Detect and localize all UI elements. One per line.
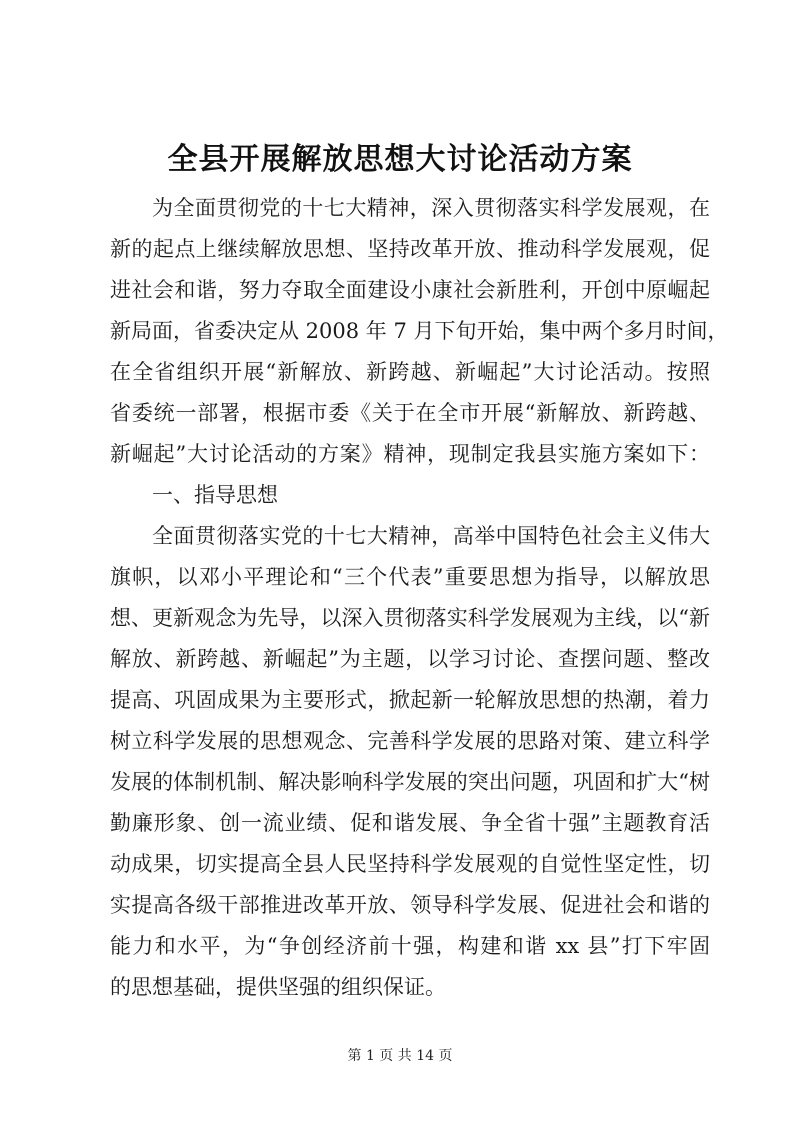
section-heading: 一、指导思想 (152, 483, 278, 507)
paragraph-2-line: 实提高各级干部推进改革开放、领导科学发展、促进社会和谐的 (110, 893, 710, 917)
paragraph-1-line: 在全省组织开展“新解放、新跨越、新崛起”大讨论活动。按照 (110, 360, 710, 384)
paragraph-1-line: 新局面，省委决定从 2008 年 7 月下旬开始，集中两个多月时间， (110, 319, 729, 343)
paragraph-2-line: 的思想基础，提供坚强的组织保证。 (110, 975, 446, 999)
paragraph-1-line: 新的起点上继续解放思想、坚持改革开放、推动科学发展观，促 (110, 237, 710, 261)
page-footer: 第 1 页 共 14 页 (347, 1048, 453, 1064)
paragraph-2-line: 想、更新观念为先导，以深入贯彻落实科学发展观为主线，以“新 (110, 606, 710, 630)
document-title: 全县开展解放思想大讨论活动方案 (167, 142, 633, 177)
paragraph-2-line: 动成果，切实提高全县人民坚持科学发展观的自觉性坚定性，切 (110, 852, 710, 876)
paragraph-2-line: 旗帜，以邓小平理论和“三个代表”重要思想为指导，以解放思 (110, 565, 710, 589)
paragraph-2-line: 树立科学发展的思想观念、完善科学发展的思路对策、建立科学 (110, 729, 710, 753)
paragraph-1-line: 省委统一部署，根据市委《关于在全市开展“新解放、新跨越、 (110, 401, 710, 425)
paragraph-1-line: 新崛起”大讨论活动的方案》精神，现制定我县实施方案如下： (110, 442, 710, 466)
paragraph-2-line: 解放、新跨越、新崛起”为主题，以学习讨论、查摆问题、整改 (110, 647, 710, 671)
paragraph-2-line: 提高、巩固成果为主要形式，掀起新一轮解放思想的热潮，着力 (110, 688, 710, 712)
paragraph-2-line: 勤廉形象、创一流业绩、促和谐发展、争全省十强”主题教育活 (110, 811, 710, 835)
paragraph-1-line: 进社会和谐，努力夺取全面建设小康社会新胜利，开创中原崛起 (110, 278, 710, 302)
paragraph-2-line: 全面贯彻落实党的十七大精神，高举中国特色社会主义伟大 (152, 524, 710, 548)
paragraph-2-line: 能力和水平，为“争创经济前十强，构建和谐 xx 县”打下牢固 (110, 934, 710, 958)
document-body (110, 188, 729, 1008)
paragraph-1-line: 为全面贯彻党的十七大精神，深入贯彻落实科学发展观，在 (152, 196, 710, 220)
paragraph-2-line: 发展的体制机制、解决影响科学发展的突出问题，巩固和扩大“树 (110, 770, 710, 794)
